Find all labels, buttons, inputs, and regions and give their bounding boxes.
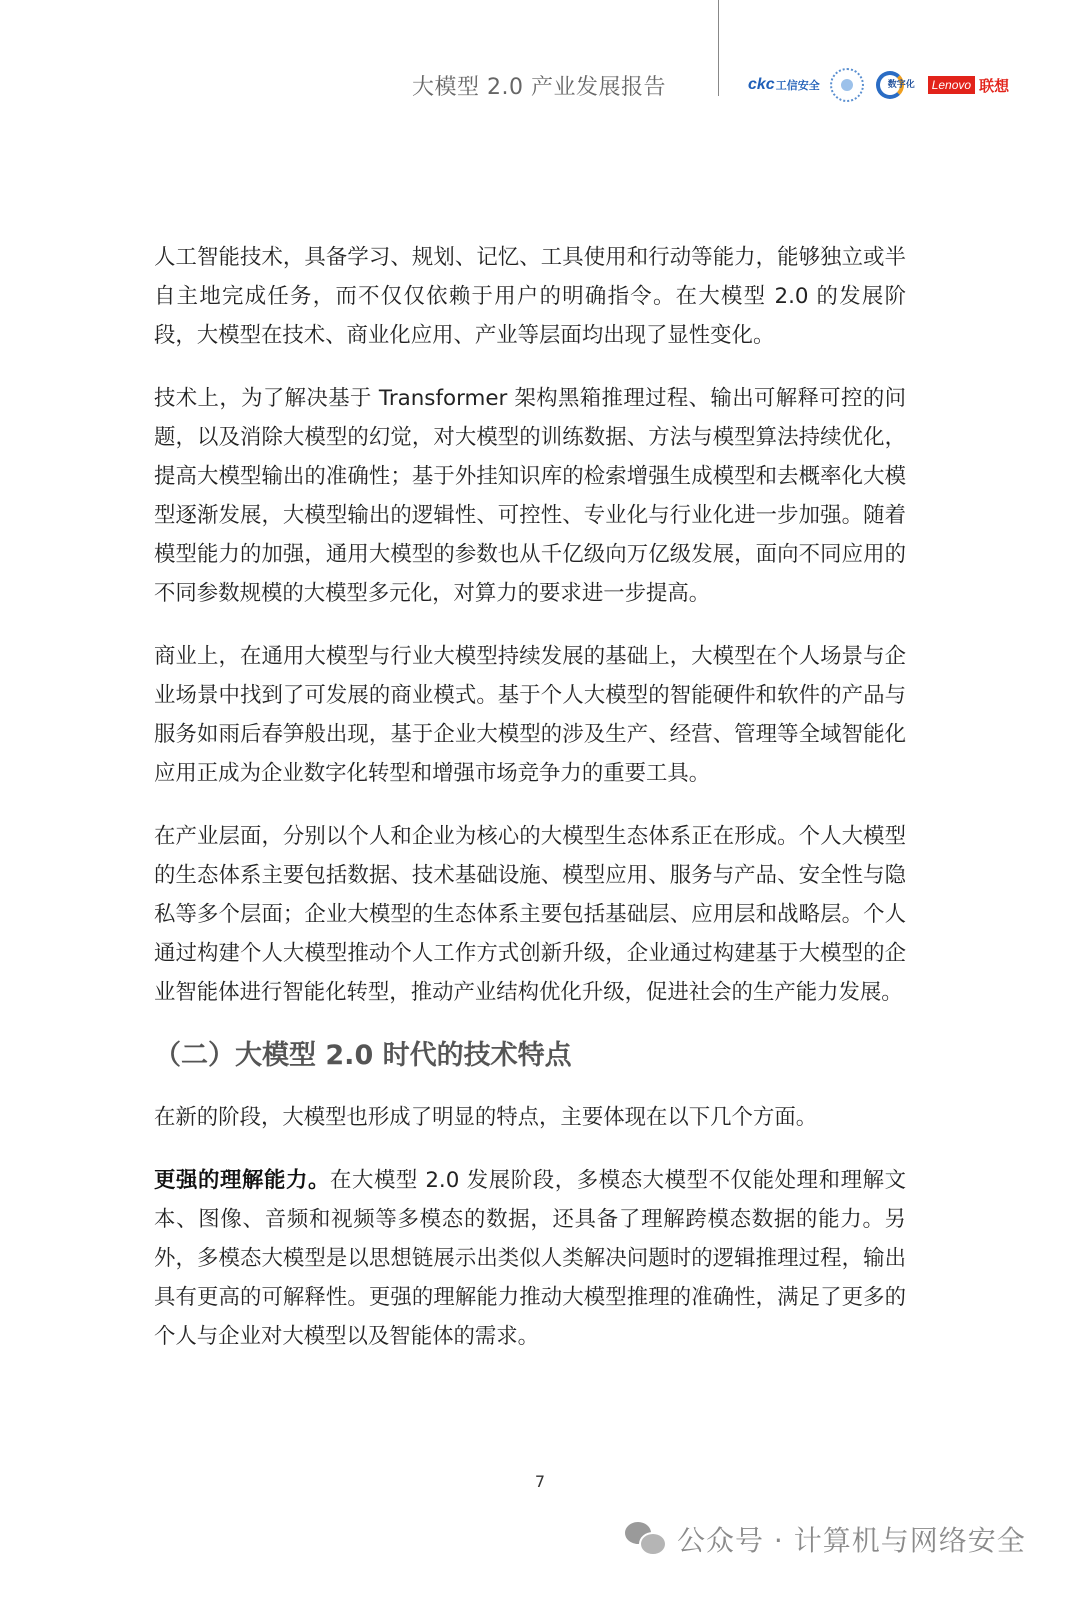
feature-text: 在大模型 2.0 发展阶段，多模态大模型不仅能处理和理解文本、图像、音频和视频等多模态的数据，还具备了理解跨模态数据的能力。另外，多模态大模型是以思想链展示出类似人类解决问题时的逻辑推理过程，输出具有更高的可解释性。更强的理解能力推动大模型推理的准确性，满足了更多的个人与企业对大模型以及智能体的需求。	[154, 1168, 906, 1349]
paragraph-technology: 技术上，为了解决基于 Transformer 架构黑箱推理过程、输出可解释可控的问题，以及消除大模型的幻觉，对大模型的训练数据、方法与模型算法持续优化，提高大模型输出的准确性；基于外挂知识库的检索增强生成模型和去概率化大模型逐渐发展，大模型输出的逻辑性、可控性、专业化与行业化进一步加强。随着模型能力的加强，通用大模型的参数也从千亿级向万亿级发展，面向不同应用的不同参数规模的大模型多元化，对算力的要求进一步提高。	[154, 386, 906, 606]
paragraph-business: 商业上，在通用大模型与行业大模型持续发展的基础上，大模型在个人场景与企业场景中找到了可发展的商业模式。基于个人大模型的智能硬件和软件的产品与服务如雨后春笋般出现，基于企业大模型的涉及生产、经营、管理等全域智能化应用正成为企业数字化转型和增强市场竞争力的重要工具。	[154, 644, 906, 786]
section-heading: （二）大模型 2.0 时代的技术特点	[154, 1040, 572, 1071]
report-title: 大模型 2.0 产业发展报告	[412, 75, 666, 100]
partner-logos	[748, 68, 1009, 102]
ckc-logo-subtext: 工信安全	[775, 80, 820, 92]
swirl-logo-text: 数字化	[887, 80, 915, 90]
swirl-logo	[874, 68, 918, 102]
lenovo-logo-cn: 联想	[979, 76, 1010, 95]
page-number: 7	[534, 1472, 546, 1491]
lenovo-logo-en: Lenovo	[928, 76, 975, 94]
ckc-logo-text: ckc	[748, 76, 775, 93]
circular-emblem-logo	[830, 68, 864, 102]
wechat-watermark	[625, 1515, 1026, 1563]
feature-lead: 更强的理解能力。	[154, 1168, 330, 1193]
header-divider	[718, 0, 719, 96]
ckc-logo	[748, 76, 820, 94]
page-header	[0, 0, 1080, 110]
watermark-text: 公众号 · 计算机与网络安全	[677, 1524, 1026, 1557]
wechat-icon	[625, 1522, 665, 1556]
paragraph-industry: 在产业层面，分别以个人和企业为核心的大模型生态体系正在形成。个人大模型的生态体系主要包括数据、技术基础设施、模型应用、服务与产品、安全性与隐私等多个层面；企业大模型的生态体系主要包括基础层、应用层和战略层。个人通过构建个人大模型推动个人工作方式创新升级，企业通过构建基于大模型的企业智能体进行智能化转型，推动产业结构优化升级，促进社会的生产能力发展。	[154, 824, 906, 1005]
main-content	[154, 238, 906, 1380]
paragraph-intro: 人工智能技术，具备学习、规划、记忆、工具使用和行动等能力，能够独立或半自主地完成任务，而不仅仅依赖于用户的明确指令。在大模型 2.0 的发展阶段，大模型在技术、商业化应用、产业等层面均出现了显性变化。	[154, 245, 906, 348]
lenovo-logo	[928, 75, 1009, 96]
section-intro: 在新的阶段，大模型也形成了明显的特点，主要体现在以下几个方面。	[154, 1105, 818, 1130]
feature-paragraph	[154, 1161, 906, 1356]
